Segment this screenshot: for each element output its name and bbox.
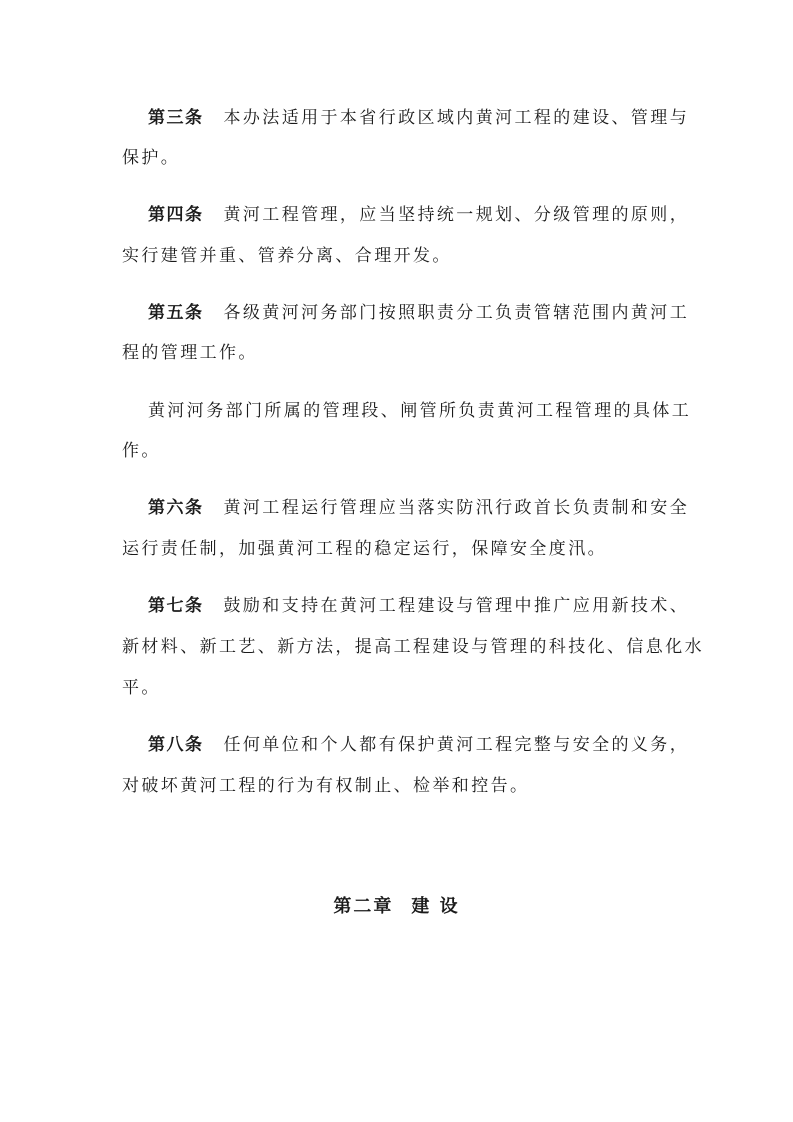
article-3-line-2: 保护。 [122, 148, 181, 168]
article-8-text: 任何单位和个人都有保护黄河工程完整与安全的义务， [223, 735, 690, 755]
article-6-label: 第六条 [148, 498, 204, 518]
article-3-label: 第三条 [148, 108, 204, 128]
article-6-line-2: 运行责任制，加强黄河工程的稳定运行，保障安全度汛。 [122, 539, 607, 559]
article-4-label: 第四条 [148, 205, 204, 225]
article-5-para-2-line-2: 作。 [122, 441, 161, 461]
chapter-heading [0, 892, 793, 918]
article-3-text: 本办法适用于本省行政区域内黄河工程的建设、管理与 [223, 108, 690, 128]
article-7-line-3: 平。 [122, 678, 161, 698]
article-5-label: 第五条 [148, 303, 204, 323]
article-4-line-1 [148, 205, 689, 225]
article-7-text: 鼓励和支持在黄河工程建设与管理中推广应用新技术、 [223, 596, 690, 616]
article-5-para-2-line-1: 黄河河务部门所属的管理段、闸管所负责黄河工程管理的具体工 [148, 401, 692, 421]
article-8-line-1 [148, 735, 689, 755]
chapter-title: 建 设 [411, 896, 460, 917]
article-8-label: 第八条 [148, 735, 204, 755]
article-4-text: 黄河工程管理，应当坚持统一规划、分级管理的原则， [223, 205, 690, 225]
article-7-line-2: 新材料、新工艺、新方法，提高工程建设与管理的科技化、信息化水 [122, 637, 704, 657]
article-7-line-1 [148, 596, 689, 616]
article-4-line-2: 实行建管并重、管养分离、合理开发。 [122, 246, 452, 266]
article-3-line-1 [148, 108, 689, 128]
article-5-text: 各级黄河河务部门按照职责分工负责管辖范围内黄河工 [223, 303, 690, 323]
article-7-label: 第七条 [148, 596, 204, 616]
article-6-line-1 [148, 498, 689, 518]
article-5-line-1 [148, 303, 689, 323]
article-6-text: 黄河工程运行管理应当落实防汛行政首长负责制和安全 [223, 498, 690, 518]
chapter-number: 第二章 [333, 896, 394, 917]
article-8-line-2: 对破坏黄河工程的行为有权制止、检举和控告。 [122, 776, 530, 796]
article-5-line-2: 程的管理工作。 [122, 343, 258, 363]
